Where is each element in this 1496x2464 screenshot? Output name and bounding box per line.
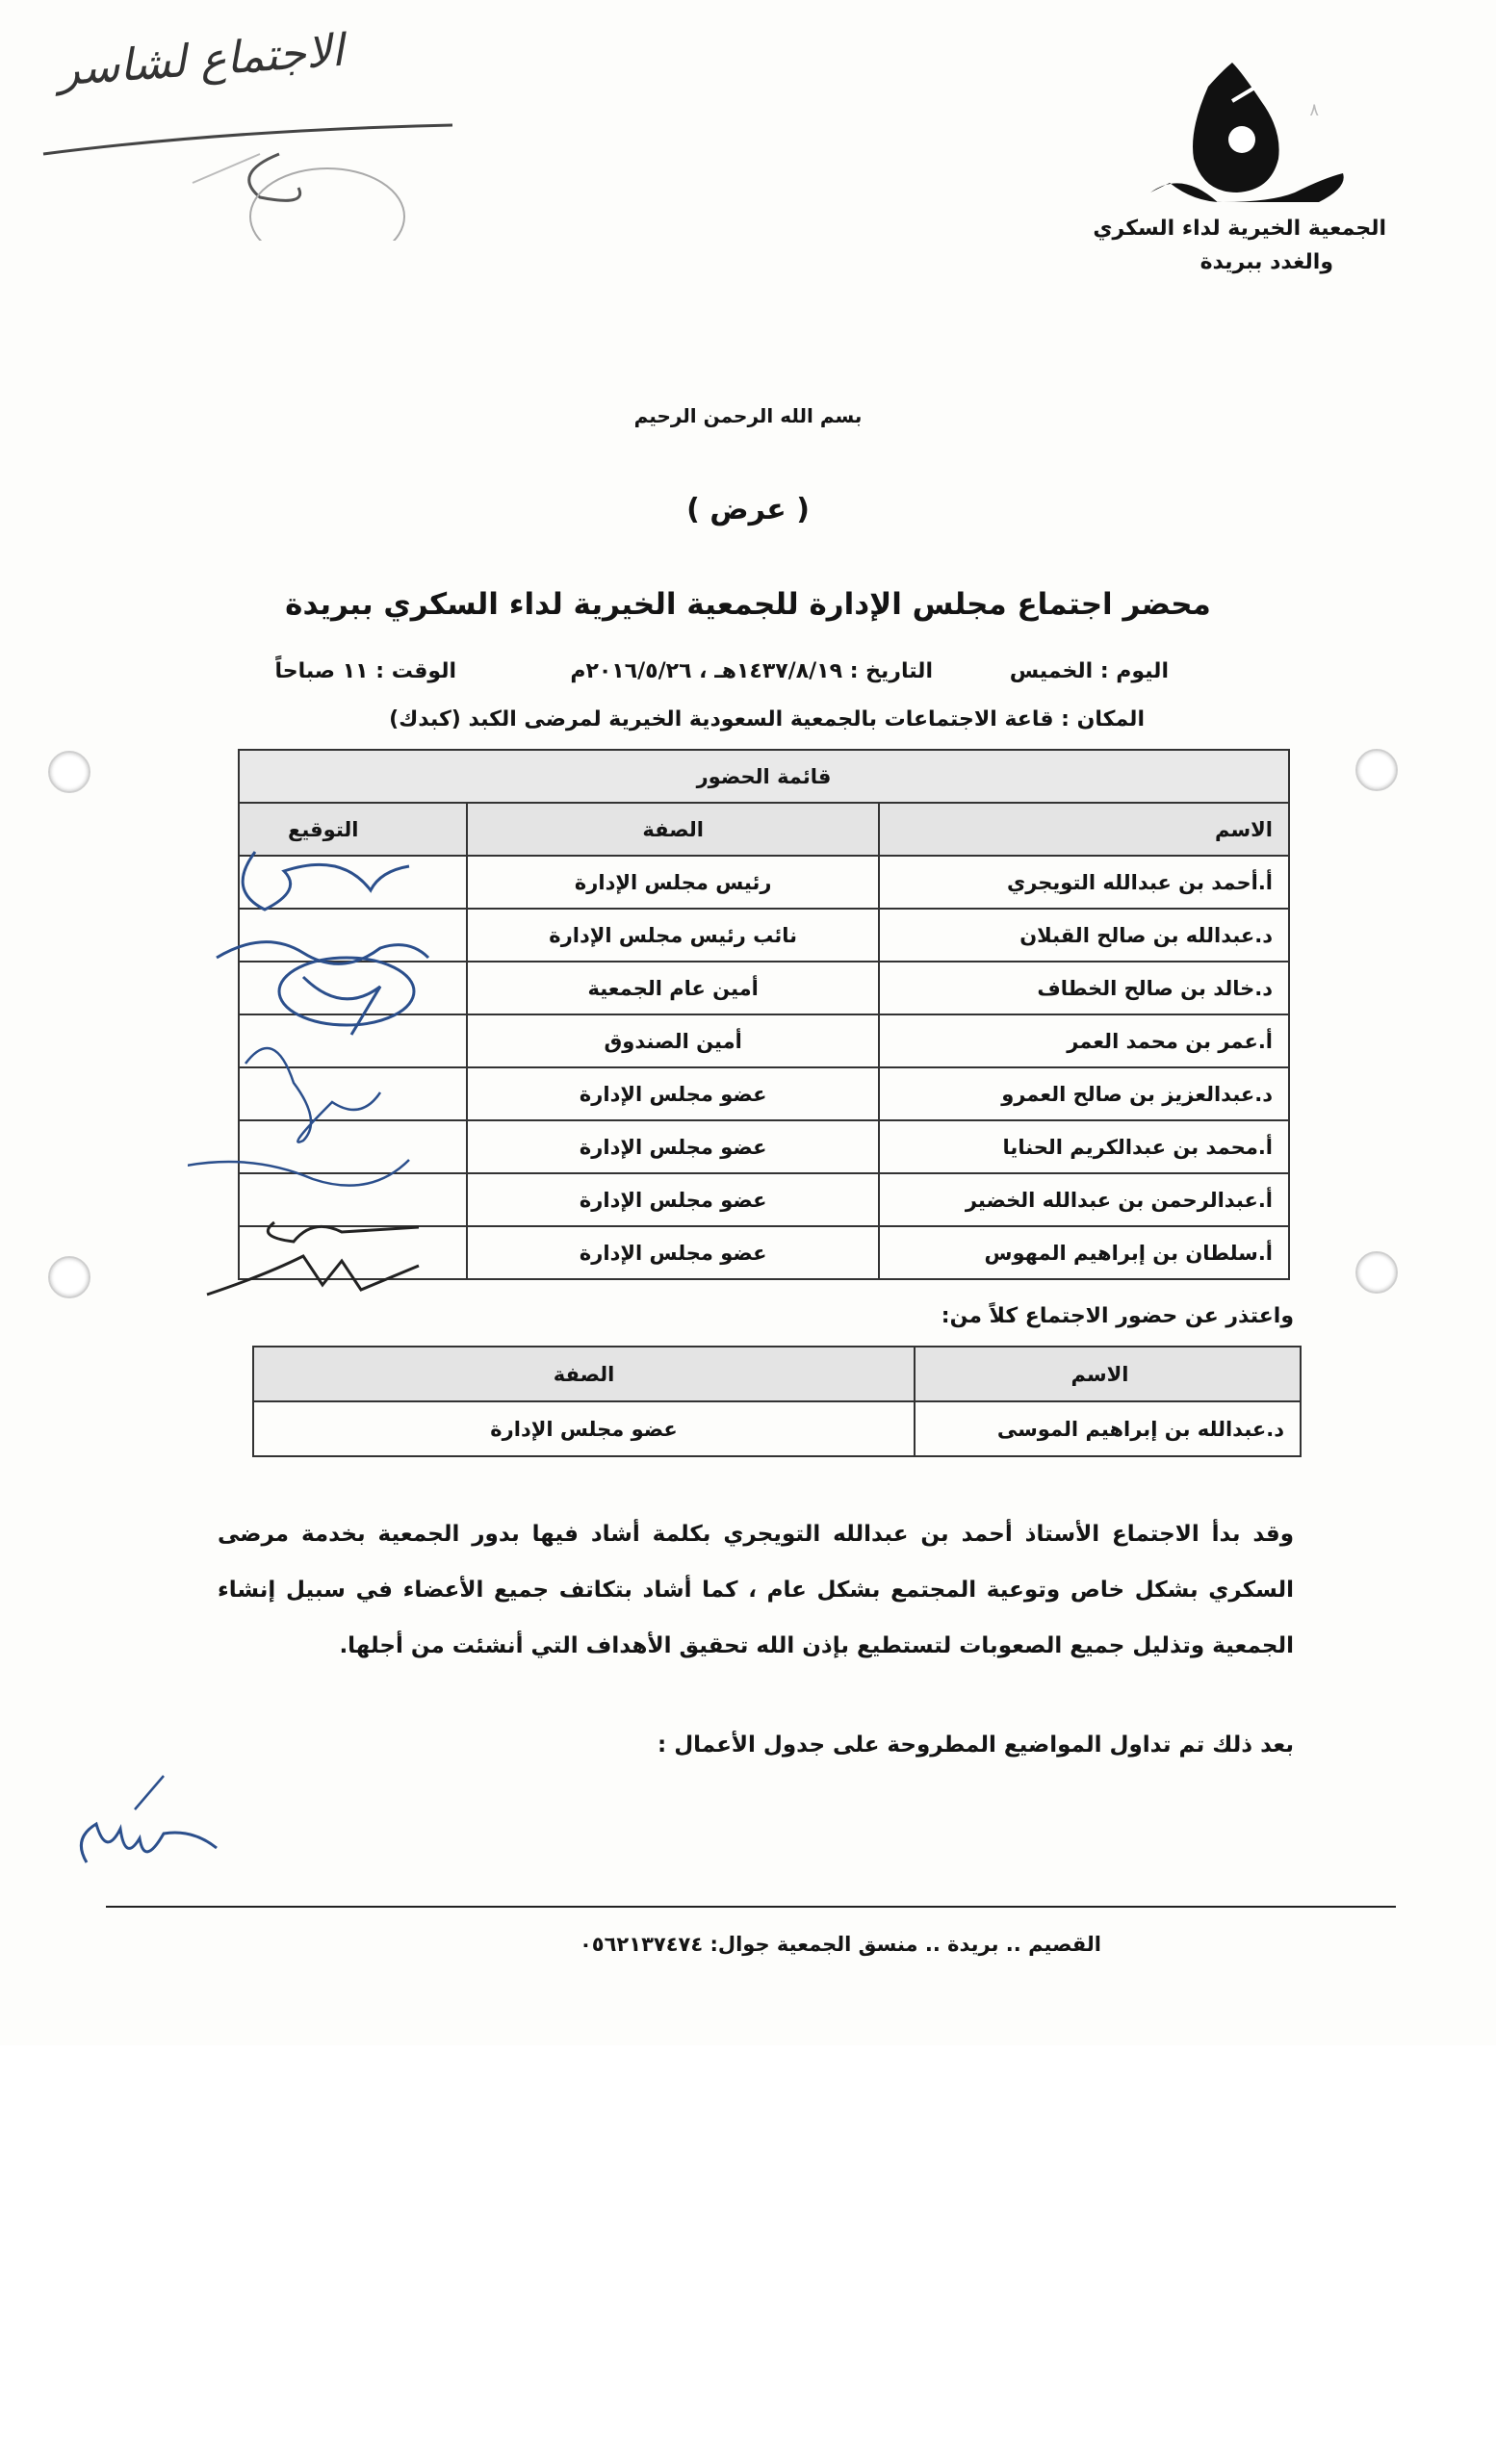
handwritten-note bbox=[39, 19, 462, 241]
basmala: بسم الله الرحمن الرحيم bbox=[633, 404, 863, 427]
member-name: أ.أحمد بن عبدالله التويجري bbox=[879, 856, 1289, 909]
bottom-signature bbox=[67, 1771, 231, 1877]
absent-member-name: د.عبدالله بن إبراهيم الموسى bbox=[915, 1401, 1301, 1456]
punch-hole-left-bottom bbox=[48, 1256, 90, 1298]
footer-contact: القصيم .. بريدة .. منسق الجمعية جوال: ٠٥٦٢١٣٧٤٧٤ bbox=[579, 1933, 1101, 1956]
meeting-day: اليوم : الخميس bbox=[1009, 659, 1169, 683]
meeting-time: الوقت : ١١ صباحاً bbox=[274, 659, 456, 683]
absent-header-role: الصفة bbox=[253, 1347, 915, 1401]
absent-header-row bbox=[253, 1347, 1301, 1401]
punch-hole-right-bottom bbox=[1355, 1251, 1398, 1294]
member-role: نائب رئيس مجلس الإدارة bbox=[467, 909, 879, 962]
organization-logo bbox=[1093, 58, 1386, 289]
absent-member-role: عضو مجلس الإدارة bbox=[253, 1401, 915, 1456]
agenda-intro: بعد ذلك تم تداول المواضيع المطروحة على جدول الأعمال : bbox=[657, 1732, 1294, 1758]
member-role: أمين الصندوق bbox=[467, 1014, 879, 1067]
member-role: عضو مجلس الإدارة bbox=[467, 1067, 879, 1120]
absent-header-name: الاسم bbox=[915, 1347, 1301, 1401]
handwritten-note-text: الاجتماع لشاسر bbox=[56, 23, 346, 96]
member-role: عضو مجلس الإدارة bbox=[467, 1120, 879, 1173]
member-name: أ.محمد بن عبدالكريم الحنايا bbox=[879, 1120, 1289, 1173]
document-title: محضر اجتماع مجلس الإدارة للجمعية الخيرية لداء السكري ببريدة bbox=[285, 587, 1211, 622]
header-name: الاسم bbox=[879, 803, 1289, 856]
member-name: أ.سلطان بن إبراهيم المهوس bbox=[879, 1226, 1289, 1279]
footer-divider bbox=[106, 1906, 1396, 1908]
table-row bbox=[253, 1401, 1301, 1456]
member-role: عضو مجلس الإدارة bbox=[467, 1226, 879, 1279]
member-name: د.عبدالله بن صالح القبلان bbox=[879, 909, 1289, 962]
svg-text:٨: ٨ bbox=[1309, 100, 1319, 120]
signature-scribbles bbox=[188, 833, 438, 1314]
offer-label: ( عرض ) bbox=[686, 493, 810, 526]
meeting-date: التاريخ : ١٤٣٧/٨/١٩هـ ، ٢٠١٦/٥/٢٦م bbox=[570, 659, 933, 683]
organization-name-line1: الجمعية الخيرية لداء السكري bbox=[1093, 217, 1386, 241]
member-name: أ.عبدالرحمن بن عبدالله الخضير bbox=[879, 1173, 1289, 1226]
absent-table bbox=[252, 1346, 1302, 1457]
meeting-place: المكان : قاعة الاجتماعات بالجمعية السعودية الخيرية لمرضى الكبد (كبدك) bbox=[389, 707, 1145, 732]
member-name: د.عبدالعزيز بن صالح العمرو bbox=[879, 1067, 1289, 1120]
absence-intro: واعتذر عن حضور الاجتماع كلاً من: bbox=[941, 1304, 1294, 1328]
punch-hole-left-top bbox=[48, 751, 90, 793]
member-role: أمين عام الجمعية bbox=[467, 962, 879, 1014]
header-signature: التوقيع bbox=[239, 803, 467, 856]
meeting-opening-paragraph: وقد بدأ الاجتماع الأستاذ أحمد بن عبدالله التويجري بكلمة أشاد فيها بدور الجمعية بخدمة مرضى السكري بشكل خاص وتوعية المجتمع بشكل عام ، كما أشاد بتكاتف جميع الأعضاء في سبيل إنشاء الجمعية وتذليل جميع الصعوبات لتستطيع بإذن الله تحقيق الأهداف التي أنشئت من أجلها. bbox=[218, 1522, 1294, 1658]
member-role: عضو مجلس الإدارة bbox=[467, 1173, 879, 1226]
attendance-caption: قائمة الحضور bbox=[239, 750, 1289, 803]
header-role: الصفة bbox=[467, 803, 879, 856]
handwriting-strokes bbox=[39, 19, 462, 241]
logo-hand-drop-icon bbox=[1097, 58, 1386, 202]
member-name: د.خالد بن صالح الخطاف bbox=[879, 962, 1289, 1014]
member-name: أ.عمر بن محمد العمر bbox=[879, 1014, 1289, 1067]
member-role: رئيس مجلس الإدارة bbox=[467, 856, 879, 909]
punch-hole-right-top bbox=[1355, 749, 1398, 791]
organization-name-line2: والغدد ببريدة bbox=[1199, 250, 1333, 274]
